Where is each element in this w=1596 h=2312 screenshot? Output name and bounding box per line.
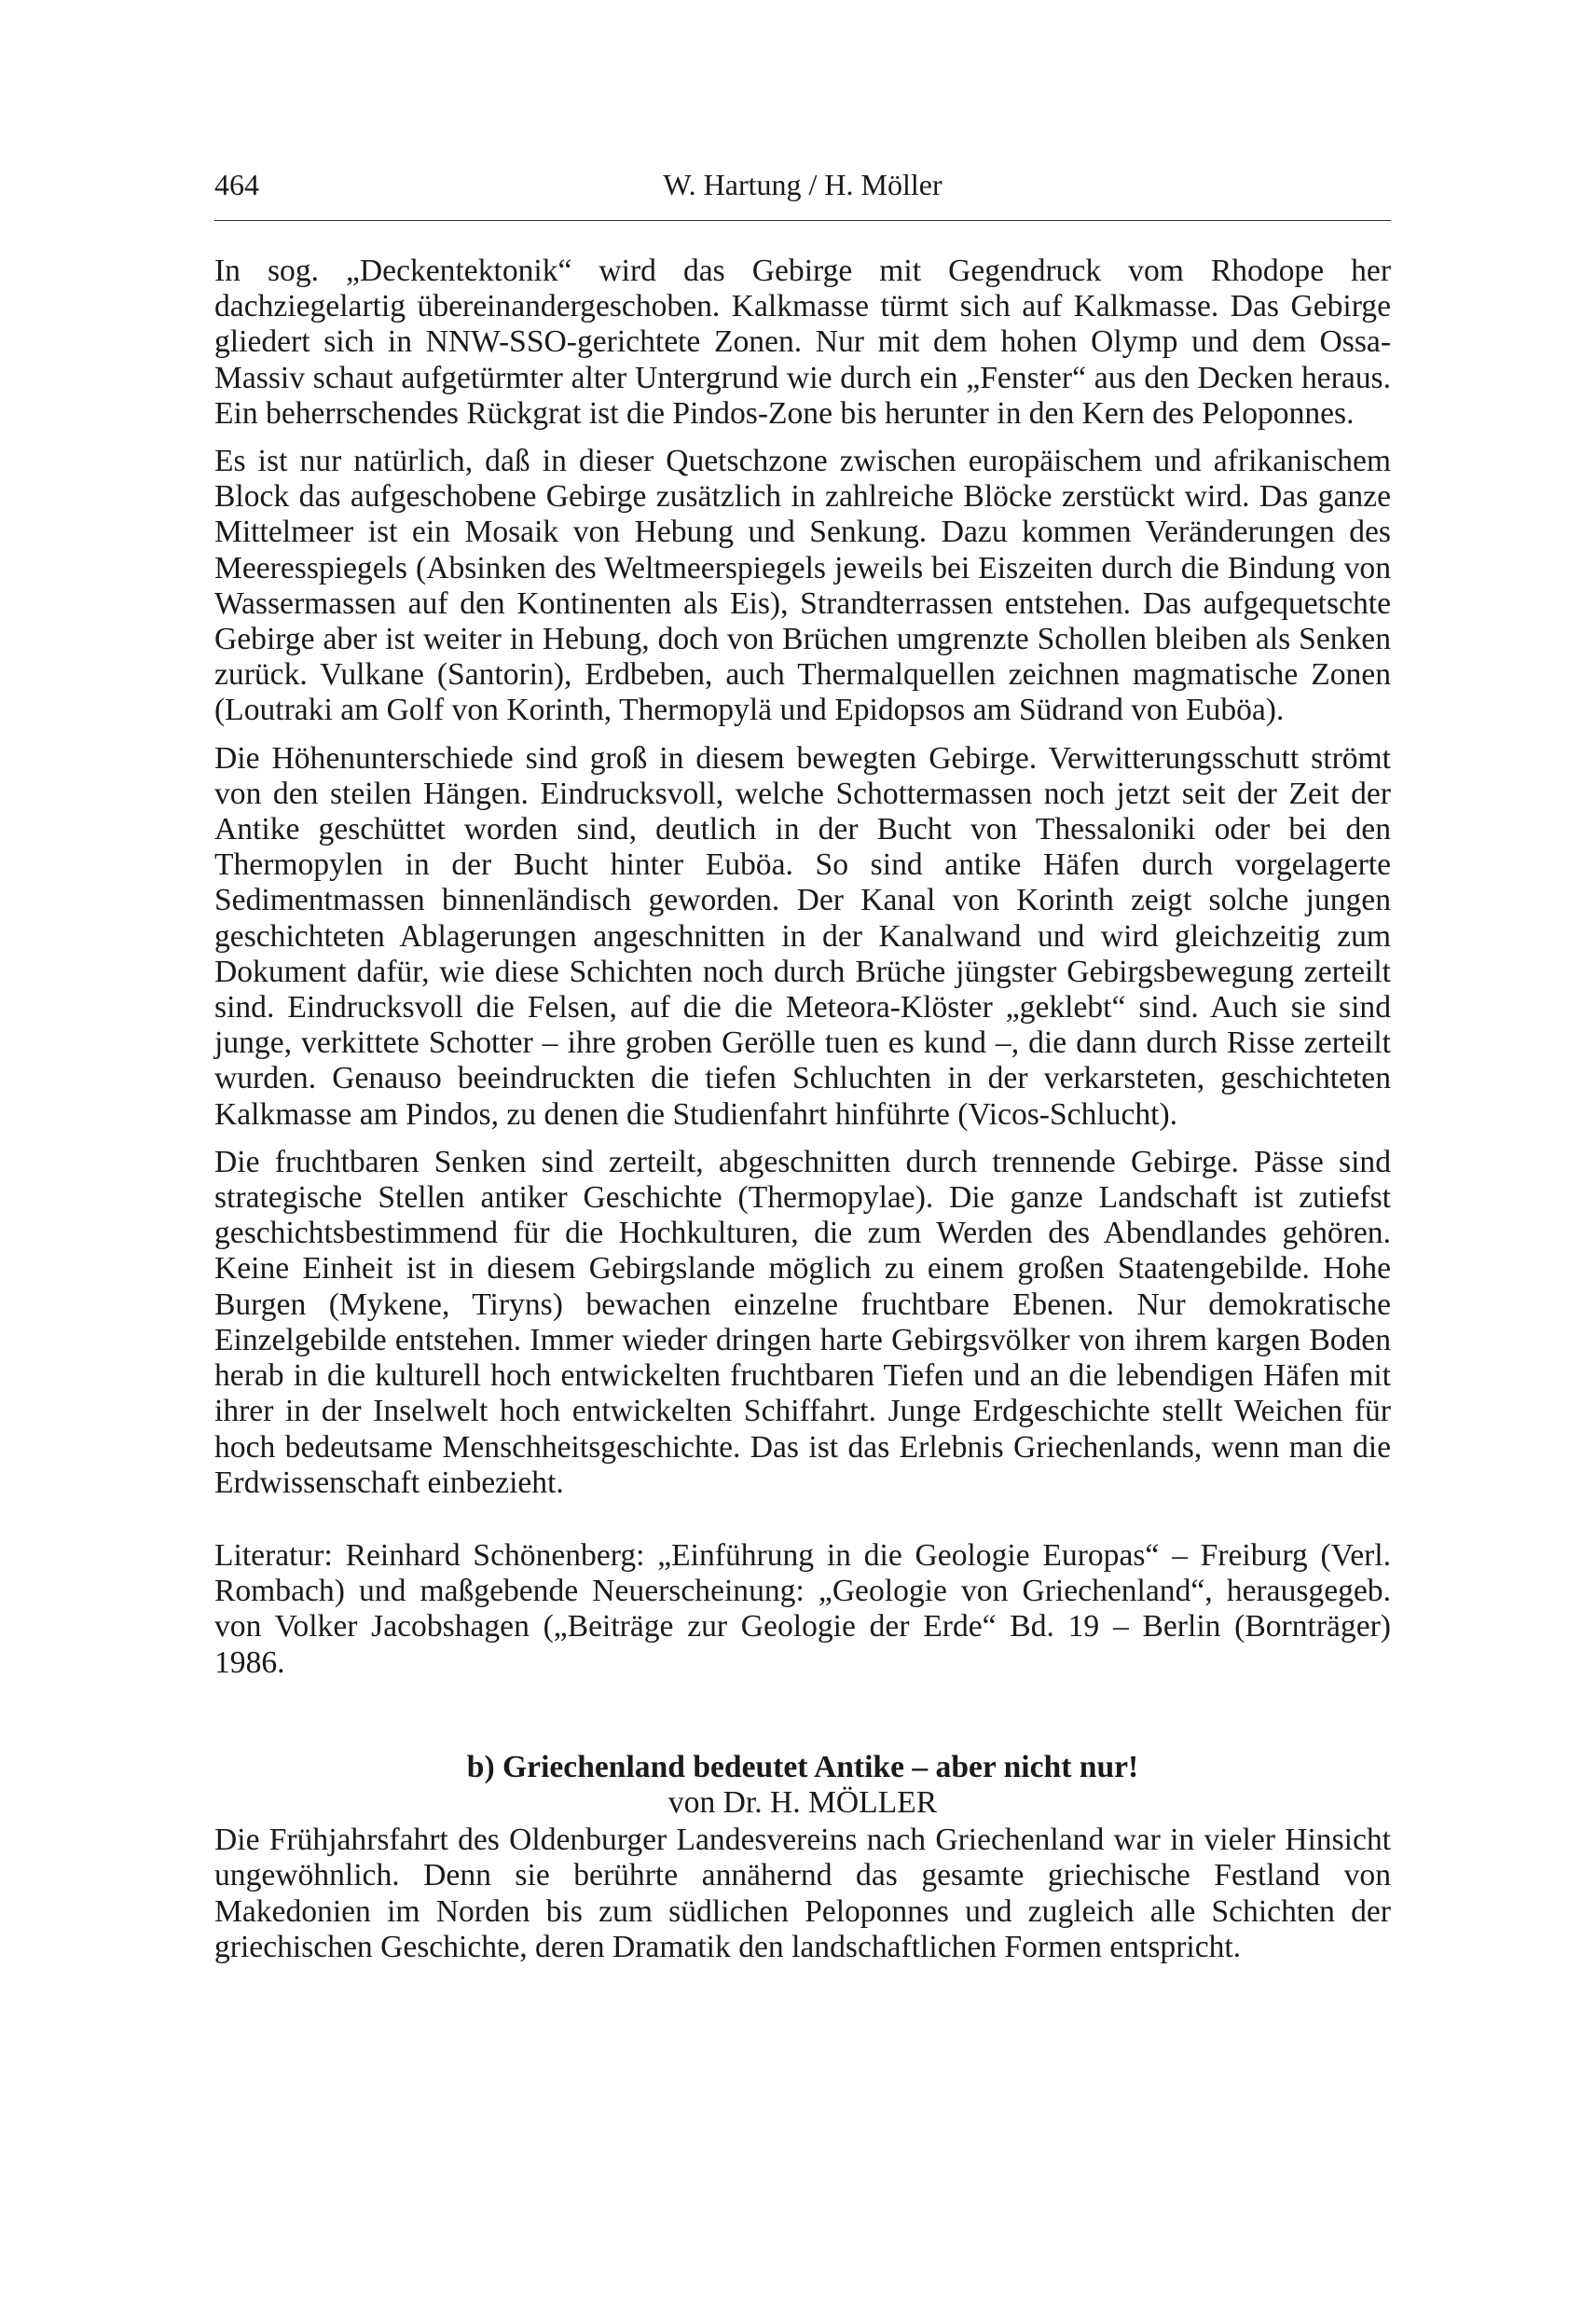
literature-reference: Literatur: Reinhard Schönenberg: „Einführung in die Geologie Europas“ – Freiburg (Verl. Rombach) und maßgebende Neuerscheinung: „Geologie von Griechenland“, herausgegeb. von Volker Jacobshagen („Beiträge zur Geologie der Erde“ Bd. 19 – Berlin (Bornträger) 1986. [214, 1537, 1391, 1680]
page-header [214, 168, 1391, 214]
paragraph-quetschzone: Es ist nur natürlich, daß in dieser Quetschzone zwischen europäischem und afrikanischem Block das aufgeschobene Gebirge zusätzlich in zahlreiche Blöcke zerstückt wird. Das ganze Mittelmeer ist ein Mosaik von Hebung und Senkung. Dazu kommen Veränderungen des Meeresspiegels (Absinken des Weltmeerspiegels jeweils bei Eiszeiten durch die Bindung von Wassermassen auf den Kontinenten als Eis), Strandterrassen entstehen. Das aufgequetschte Gebirge aber ist weiter in Hebung, doch von Brüchen umgrenzte Schollen bleiben als Senken zurück. Vulkane (Santorin), Erdbeben, auch Thermalquellen zeichnen magmatische Zonen (Loutraki am Golf von Korinth, Thermopylä und Epidopsos am Südrand von Euböa). [214, 444, 1391, 728]
paragraph-hoehenunterschiede: Die Höhenunterschiede sind groß in diesem bewegten Gebirge. Verwitterungsschutt strömt von den steilen Hängen. Eindrucksvoll, welche Schottermassen noch jetzt seit der Zeit der Antike geschüttet worden sind, deutlich in der Bucht von Thessaloniki oder bei den Thermopylen in der Bucht hinter Euböa. So sind antike Häfen durch vorgelagerte Sedimentmassen binnenländisch geworden. Der Kanal von Korinth zeigt solche jungen geschichteten Ablagerungen angeschnitten in der Kanalwand und wird gleichzeitig zum Dokument dafür, wie diese Schichten noch durch Brüche jüngster Gebirgsbewegung zerteilt sind. Eindrucksvoll die Felsen, auf die die Meteora-Klöster „geklebt“ sind. Auch sie sind junge, verkittete Schotter – ihre groben Gerölle tuen es kund –, die dann durch Risse zerteilt wurden. Genauso beeindruckten die tiefen Schluchten in der verkarsteten, geschichteten Kalkmasse am Pindos, zu denen die Studienfahrt hinführte (Vicos-Schlucht). [214, 740, 1391, 1132]
section-paragraph: Die Frühjahrsfahrt des Oldenburger Landesvereins nach Griechenland war in vieler Hinsicht ungewöhnlich. Denn sie berührte annähernd das gesamte griechische Festland von Makedonien im Norden bis zum südlichen Peloponnes und zugleich alle Schichten der griechischen Geschichte, deren Dramatik den landschaftlichen Formen entspricht. [214, 1823, 1391, 1964]
page-number: 464 [214, 168, 259, 201]
running-head: W. Hartung / H. Möller [663, 168, 942, 201]
paragraph-senken: Die fruchtbaren Senken sind zerteilt, abgeschnitten durch trennende Gebirge. Pässe sind strategische Stellen antiker Geschichte (Thermopylae). Die ganze Landschaft ist zutiefst geschichtsbestimmend für die Hochkulturen, die zum Werden des Abendlandes gehören. Keine Einheit ist in diesem Gebirgslande möglich zu einem großen Staatengebilde. Hohe Burgen (Mykene, Tiryns) bewachen einzelne fruchtbare Ebenen. Nur demokratische Einzelgebilde entstehen. Immer wieder dringen harte Gebirgsvölker von ihrem kargen Boden herab in die kulturell hoch entwickelten fruchtbaren Tiefen und an die lebendigen Häfen mit ihrer in der Inselwelt hoch entwickelten Schiffahrt. Junge Erdgeschichte stellt Weichen für hoch bedeutsame Menschheitsgeschichte. Das ist das Erlebnis Griechenlands, wenn man die Erdwissenschaft einbezieht. [214, 1144, 1391, 1500]
section-title: b) Griechenland bedeutet Antike – aber nicht nur! [466, 1749, 1139, 1784]
section-author: von Dr. H. MÖLLER [667, 1784, 938, 1820]
paragraph-tectonics: In sog. „Deckentektonik“ wird das Gebirge mit Gegendruck vom Rhodope her dachziegelartig übereinandergeschoben. Kalkmasse türmt sich auf Kalkmasse. Das Gebirge gliedert sich in NNW-SSO-gerichtete Zonen. Nur mit dem hohen Olymp und dem Ossa-Massiv schaut aufgetürmter alter Untergrund wie durch ein „Fenster“ aus den Decken heraus. Ein beherrschendes Rückgrat ist die Pindos-Zone bis herunter in den Kern des Peloponnes. [214, 254, 1391, 431]
body-text [214, 254, 1391, 1965]
header-rule [214, 220, 1391, 221]
